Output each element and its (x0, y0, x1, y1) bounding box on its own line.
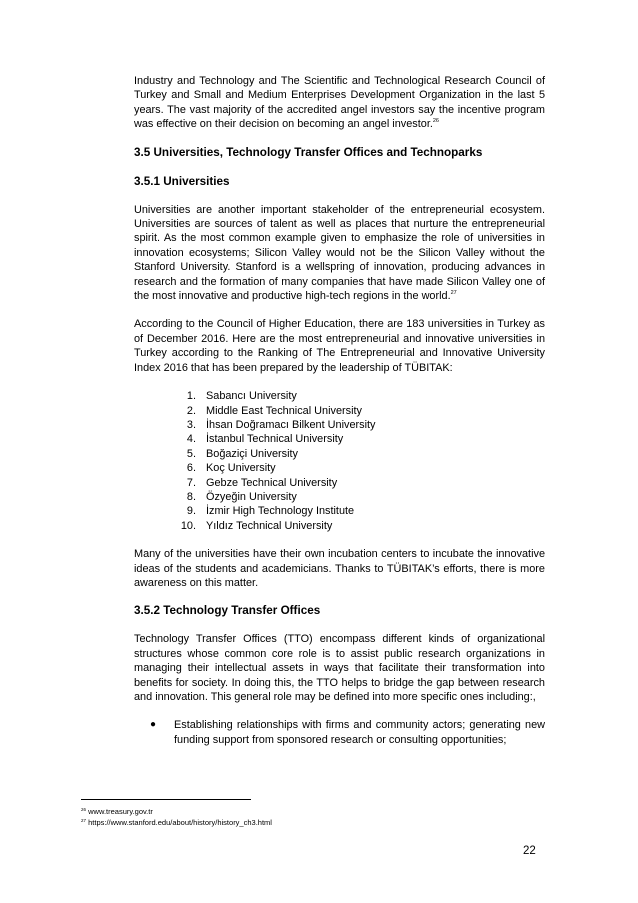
list-item: 10. Yıldız Technical University (180, 519, 333, 532)
footnotes (81, 806, 272, 828)
universities-paragraph-1: Universities are another important stakeholder of the entrepreneurial ecosystem. Universities are sources of talent as well as places that nurture the entrepreneurial spirit. As the most common example given to emphasize the role of universities in innovation ecosystems; Silicon Valley would not be the Silicon Valley without the Stanford University. Stanford is a wellspring of innovation, producing advances in research and the formation of many companies that have made Silicon Valley one of the most innovative and productive high-tech regions in the world.$^{27}$ (134, 203, 545, 303)
list-item: 7. Gebze Technical University (186, 476, 338, 489)
list-item: 4. İstanbul Technical University (186, 433, 344, 446)
footnote-26: $^{26}$ www.treasury.gov.tr (81, 807, 153, 816)
list-item: 9. İzmir High Technology Institute (186, 505, 355, 518)
list-item: 8. Özyeğin University (186, 490, 297, 503)
list-item: 1. Sabancı University (186, 390, 297, 403)
page-content (134, 74, 545, 747)
university-ranking-list (134, 389, 545, 533)
footnote-ref-27[interactable]: 27 (450, 290, 457, 297)
footnote-27: $^{27}$ https://www.stanford.edu/about/history/history_ch3.html (81, 818, 272, 827)
universities-paragraph-2: According to the Council of Higher Education, there are 183 universities in Turkey as of December 2016. Here are the most entrepreneurial and innovative universities in Turkey according to the Ranking of The Entrepreneurial and Innovative University Index 2016 that has been prepared by the leadership of TÜBITAK: (134, 318, 545, 374)
page-number: 22 (523, 845, 536, 857)
list-item: 3. İhsan Doğramacı Bilkent University (186, 418, 376, 431)
intro-paragraph: Industry and Technology and The Scientific and Technological Research Council of Turkey and Small and Medium Enterprises Development Organization in the last 5 years. The vast majority of the accredited angel investors say the incentive program was effective on their decision on becoming an angel investor.$^{26}$ (134, 75, 545, 131)
bullet-icon: ● (150, 719, 157, 731)
tto-roles-list (134, 718, 545, 747)
list-item: 6. Koç University (186, 462, 276, 475)
section-heading-3-5: 3.5 Universities, Technology Transfer Offices and Technoparks (134, 145, 483, 159)
list-item: ● Establishing relationships with firms and community actors; generating new funding support from sponsored research or consulting opportunities; (150, 719, 545, 746)
universities-paragraph-3: Many of the universities have their own incubation centers to incubate the innovative ideas of the students and academicians. Thanks to TÜBITAK’s efforts, there is more awareness on this matter. (134, 548, 545, 589)
tto-paragraph-1: Technology Transfer Offices (TTO) encompass different kinds of organizational structures whose common core role is to assist public research organizations in managing their intellectual assets in ways that facilitate their transformation into benefits for society. In doing this, the TTO helps to bridge the gap between research and innovation. This general role may be defined into more specific ones including:, (134, 633, 545, 703)
footnote-ref-26[interactable]: 26 (432, 118, 439, 125)
list-item: 2. Middle East Technical University (186, 404, 362, 417)
section-heading-3-5-1: 3.5.1 Universities (134, 174, 230, 188)
footnote-link[interactable]: https://www.stanford.edu/about/history/history_ch3.html (88, 818, 272, 827)
section-heading-3-5-2: 3.5.2 Technology Transfer Offices (134, 604, 321, 618)
list-item: 5. Boğaziçi University (186, 447, 298, 460)
footnote-link[interactable]: www.treasury.gov.tr (88, 807, 153, 816)
footnote-divider (81, 799, 251, 800)
